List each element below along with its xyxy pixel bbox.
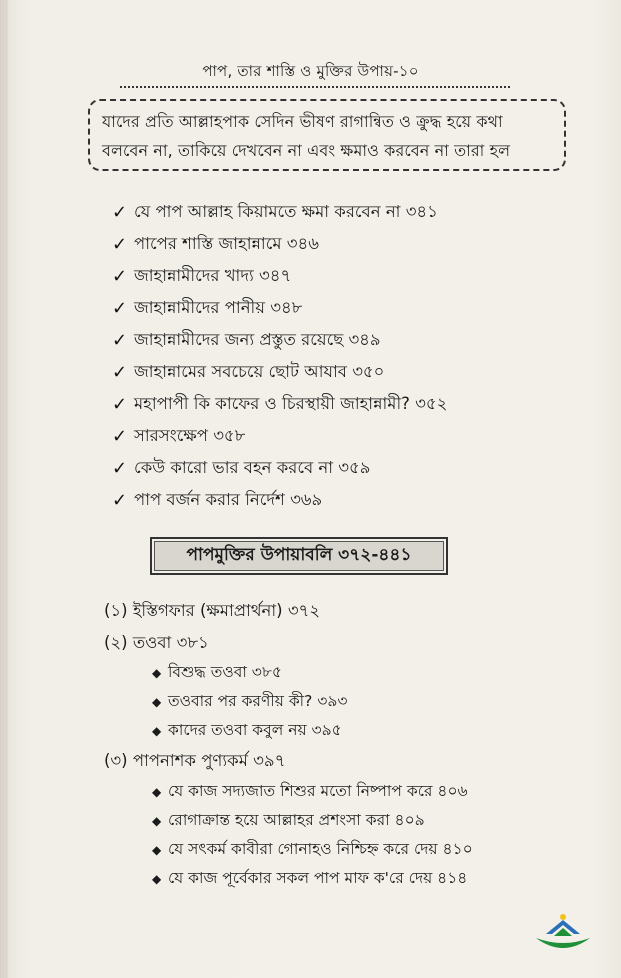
check-icon: ✓ [112, 425, 128, 447]
toc-item [112, 228, 572, 260]
sub-item-label: যে কাজ সদ্যজাত শিশুর মতো নিষ্পাপ করে ৪০৬ [168, 782, 468, 800]
diamond-bullet-icon: ◆ [152, 724, 162, 738]
toc-item [112, 196, 572, 228]
check-icon: ✓ [112, 233, 128, 255]
intro-box [88, 99, 566, 171]
sub-item-label: যে সৎকর্ম কাবীরা গোনাহও নিশ্চিহ্ন করে দেয় ৪১০ [168, 840, 473, 858]
toc-item-label: মহাপাপী কি কাফের ও চিরস্থায়ী জাহান্নামী? ৩৫২ [134, 393, 448, 413]
sub-item-label: কাদের তওবা কবুল নয় ৩৯৫ [168, 721, 342, 739]
toc-item [112, 388, 572, 420]
toc-item [112, 292, 572, 324]
check-icon: ✓ [112, 393, 128, 415]
diamond-bullet-icon: ◆ [152, 843, 162, 857]
toc-item [112, 324, 572, 356]
toc-item-label: জাহান্নামীদের জন্য প্রস্তুত রয়েছে ৩৪৯ [134, 329, 381, 349]
diamond-bullet-icon: ◆ [152, 814, 162, 828]
sub-item [152, 837, 473, 863]
intro-line: বলবেন না, তাকিয়ে দেখবেন না এবং ক্ষমাও করবেন না তারা হল [102, 141, 511, 160]
section-heading-box [150, 537, 448, 575]
sub-item [152, 689, 347, 715]
toc-item [112, 420, 572, 452]
check-icon: ✓ [112, 265, 128, 287]
check-icon: ✓ [112, 329, 128, 351]
toc-item-label: সারসংক্ষেপ ৩৫৮ [134, 425, 246, 445]
check-icon: ✓ [112, 201, 128, 223]
diamond-bullet-icon: ◆ [152, 785, 162, 799]
section-heading: পাপমুক্তির উপায়াবলি ৩৭২-৪৪১ [154, 541, 444, 571]
toc-list [112, 196, 572, 516]
numbered-item: (২) তওবা ৩৮১ [104, 633, 209, 652]
diamond-bullet-icon: ◆ [152, 695, 162, 709]
check-icon: ✓ [112, 361, 128, 383]
check-icon: ✓ [112, 457, 128, 479]
sub-item [152, 808, 425, 834]
toc-item-label: জাহান্নামীদের পানীয় ৩৪৮ [134, 297, 303, 317]
sub-item-label: তওবার পর করণীয় কী? ৩৯৩ [168, 692, 348, 710]
toc-item [112, 356, 572, 388]
diamond-bullet-icon: ◆ [152, 872, 162, 886]
toc-item-label: পাপের শাস্তি জাহান্নামে ৩৪৬ [134, 233, 319, 253]
sub-item-label: যে কাজ পূর্বেকার সকল পাপ মাফ ক'রে দেয় ৪১৪ [168, 869, 468, 887]
sub-item [152, 718, 342, 744]
toc-item-label: কেউ কারো ভার বহন করবে না ৩৫৯ [134, 457, 371, 477]
toc-item [112, 260, 572, 292]
toc-item-label: যে পাপ আল্লাহ কিয়ামতে ক্ষমা করবেন না ৩৪১ [134, 201, 438, 221]
numbered-item: (৩) পাপনাশক পুণ্যকর্ম ৩৯৭ [104, 751, 286, 770]
toc-item [112, 452, 572, 484]
check-icon: ✓ [112, 489, 128, 511]
sub-item [152, 866, 467, 892]
intro-line: যাদের প্রতি আল্লাহপাক সেদিন ভীষণ রাগান্বিত ও ক্রুদ্ধ হয়ে কথা [102, 112, 503, 131]
sub-item-label: রোগাক্রান্ত হয়ে আল্লাহর প্রশংসা করা ৪০৯ [168, 811, 425, 829]
header-dotted-rule [120, 86, 510, 88]
toc-item-label: জাহান্নামীদের খাদ্য ৩৪৭ [134, 265, 292, 285]
logo-green-wave [536, 938, 590, 948]
toc-item-label: পাপ বর্জন করার নির্দেশ ৩৬৯ [134, 489, 323, 509]
numbered-item: (১) ইস্তিগফার (ক্ষমাপ্রার্থনা) ৩৭২ [104, 601, 321, 620]
toc-item-label: জাহান্নামের সবচেয়ে ছোট আযাব ৩৫০ [134, 361, 385, 381]
logo-yellow-dot [560, 914, 566, 920]
check-icon: ✓ [112, 297, 128, 319]
sub-item [152, 660, 282, 686]
diamond-bullet-icon: ◆ [152, 666, 162, 680]
page-edge [0, 0, 8, 978]
running-header: পাপ, তার শাস্তি ও মুক্তির উপায়-১০ [202, 62, 419, 80]
publisher-logo-icon [534, 912, 592, 952]
sub-item [152, 779, 468, 805]
toc-item [112, 484, 572, 516]
sub-item-label: বিশুদ্ধ তওবা ৩৮৫ [168, 663, 282, 681]
